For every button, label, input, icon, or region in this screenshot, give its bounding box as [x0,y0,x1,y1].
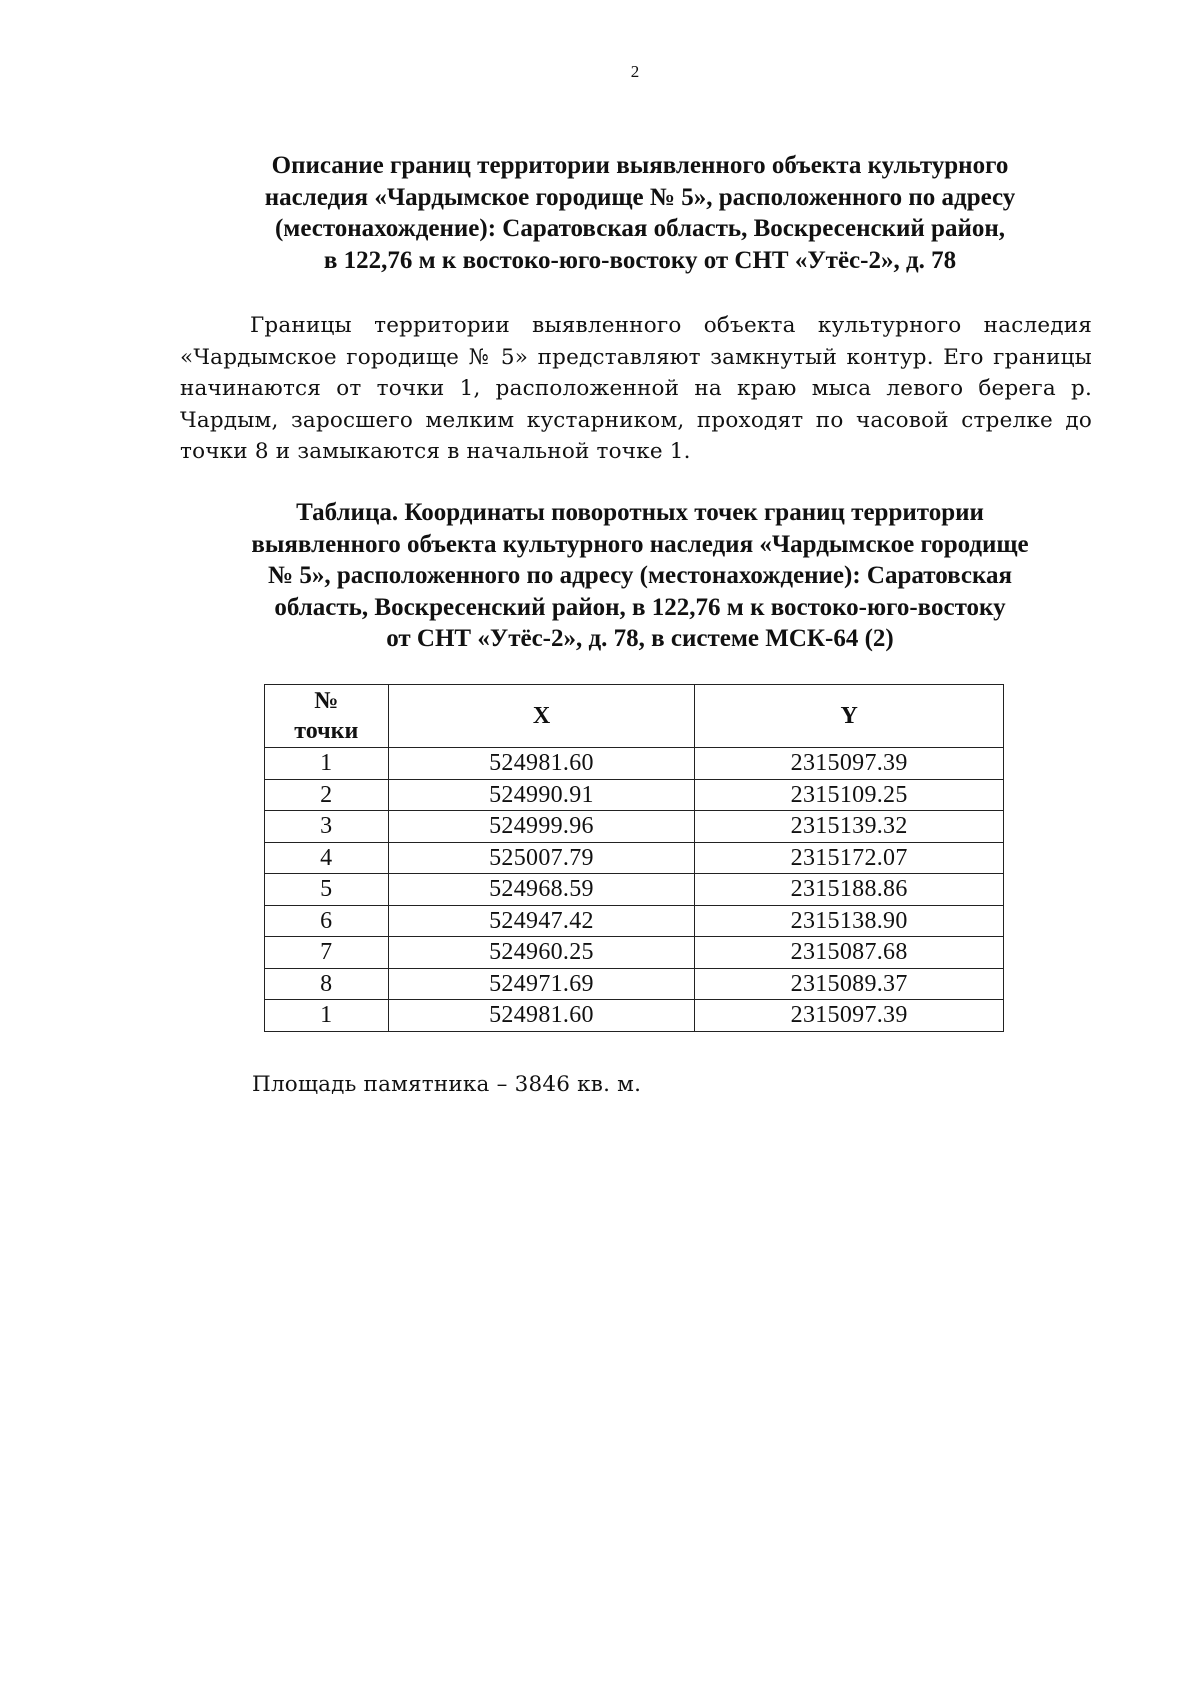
cell-point-number: 4 [265,842,389,874]
header-num-symbol: № [314,688,339,714]
caption-line: № 5», расположенного по адресу (местонахождение): Саратовская [267,562,1013,589]
cell-x: 524981.60 [388,748,695,780]
cell-point-number: 2 [265,779,389,811]
cell-y: 2315188.86 [695,874,1004,906]
cell-y: 2315087.68 [695,937,1004,969]
cell-x: 524947.42 [388,905,695,937]
header-num-label: точки [294,718,359,744]
table-row [265,874,1004,906]
caption-line: Таблица. Координаты поворотных точек границ территории [296,499,984,526]
cell-x: 524999.96 [388,811,695,843]
table-row [265,811,1004,843]
cell-y: 2315089.37 [695,968,1004,1000]
table-row [265,937,1004,969]
cell-point-number: 3 [265,811,389,843]
caption-line: выявленного объекта культурного наследия «Чардымское городище [251,530,1029,558]
cell-y: 2315097.39 [695,748,1004,780]
cell-x: 524971.69 [388,968,695,1000]
table-header-row [265,685,1004,748]
cell-y: 2315109.25 [695,779,1004,811]
cell-point-number: 8 [265,968,389,1000]
cell-x: 524981.60 [388,1000,695,1032]
cell-x: 524960.25 [388,937,695,969]
cell-point-number: 1 [265,1000,389,1032]
cell-point-number: 5 [265,874,389,906]
title-line: наследия «Чардымское городище № 5», расположенного по адресу [264,183,1016,211]
cell-y: 2315139.32 [695,811,1004,843]
table-row [265,968,1004,1000]
header-x: X [388,685,695,748]
cell-point-number: 1 [265,748,389,780]
coordinates-table [264,684,1004,1032]
header-point-number [265,685,389,748]
title-line: Описание границ территории выявленного объекта культурного [271,152,1009,179]
title-line: в 122,76 м к востоко-юго-востоку от СНТ «Утёс-2», д. 78 [323,246,957,274]
table-row [265,842,1004,874]
title-line: (местонахождение): Саратовская область, Воскресенский район, [274,215,1006,242]
table-row [265,1000,1004,1032]
table-row [265,748,1004,780]
cell-x: 524990.91 [388,779,695,811]
cell-y: 2315097.39 [695,1000,1004,1032]
cell-y: 2315172.07 [695,842,1004,874]
cell-point-number: 7 [265,937,389,969]
caption-line: от СНТ «Утёс-2», д. 78, в системе МСК-64 (2) [386,625,894,652]
page-number: 2 [630,62,640,81]
cell-x: 524968.59 [388,874,695,906]
cell-point-number: 6 [265,905,389,937]
boundary-description: Границы территории выявленного объекта культурного наследия «Чардымское городище № 5» представляют замкнутый контур. Его границы начинаются от точки 1, расположенной на краю мыса левого берега р. Чардым, заросшего мелким кустарником, проходят по часовой стрелке до точки 8 и замыкаются в начальной точке 1. [180,313,1092,464]
cell-x: 525007.79 [388,842,695,874]
caption-line: область, Воскресенский район, в 122,76 м к востоко-юго-востоку [274,593,1006,621]
cell-y: 2315138.90 [695,905,1004,937]
header-y: Y [695,685,1004,748]
table-caption [150,497,1130,655]
document-title [150,150,1130,276]
table-row [265,905,1004,937]
table-row [265,779,1004,811]
monument-area: Площадь памятника – 3846 кв. м. [252,1072,642,1097]
